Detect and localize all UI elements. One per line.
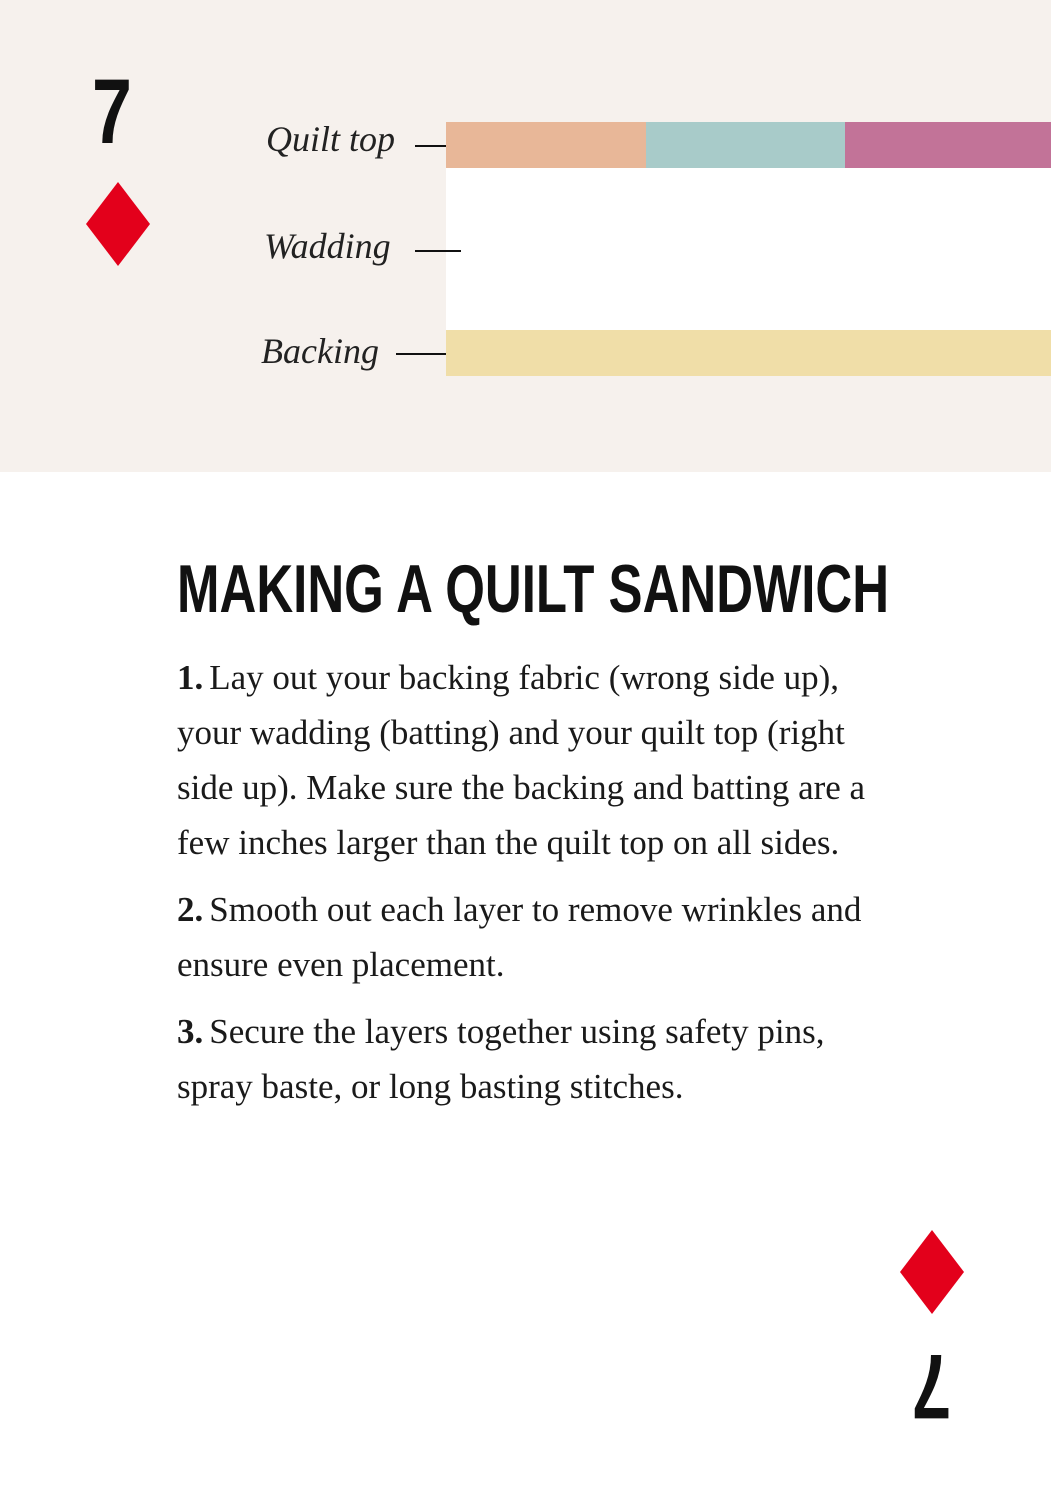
quilt-top-segment xyxy=(446,122,646,168)
step-number: 3. xyxy=(177,1012,204,1051)
diamond-icon xyxy=(86,182,150,266)
backing-label: Backing xyxy=(261,331,379,371)
quilt-top-segment xyxy=(845,122,1051,168)
wadding-layer xyxy=(446,168,1051,330)
backing-layer xyxy=(446,330,1051,376)
card-rank-bottom: 7 xyxy=(911,1335,952,1437)
diamond-icon xyxy=(900,1230,964,1314)
card-rank-top: 7 xyxy=(92,61,132,163)
step-item xyxy=(177,882,897,992)
step-item xyxy=(177,1004,897,1114)
quilt-top-segment xyxy=(646,122,845,168)
step-item xyxy=(177,650,897,870)
card-title: MAKING A QUILT SANDWICH xyxy=(177,551,890,627)
wadding-leader-line xyxy=(415,250,461,252)
step-number: 2. xyxy=(177,890,204,929)
step-text: Secure the layers together using safety pins, spray baste, or long basting stitches. xyxy=(177,1012,825,1106)
step-number: 1. xyxy=(177,658,204,697)
steps-list xyxy=(177,650,897,1126)
step-text: Lay out your backing fabric (wrong side up), your wadding (batting) and your quilt top (right side up). Make sure the backing and batting are a few inches larger than the quilt top on all sides. xyxy=(177,658,866,862)
step-text: Smooth out each layer to remove wrinkles and ensure even placement. xyxy=(177,890,862,984)
wadding-label: Wadding xyxy=(264,226,391,266)
quilt-top-label: Quilt top xyxy=(266,119,396,159)
